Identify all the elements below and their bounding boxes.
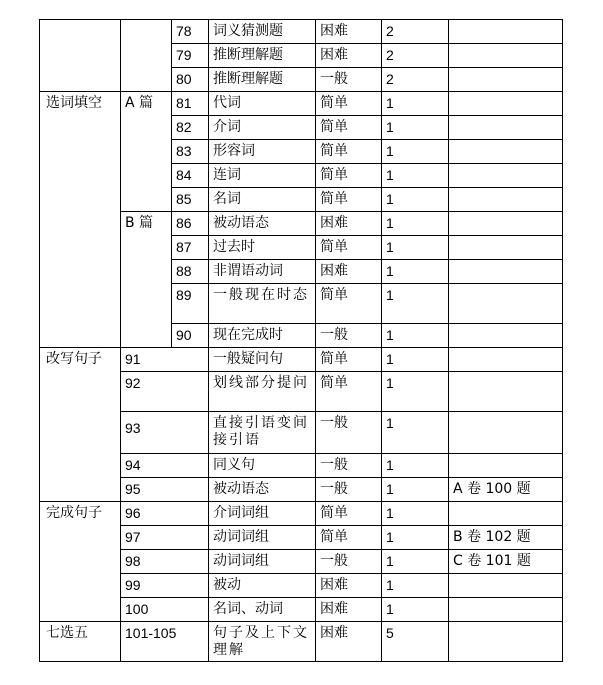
question-number: 90 (172, 324, 209, 348)
score-cell: 1 (382, 502, 449, 526)
topic-cell: 现在完成时 (209, 324, 316, 348)
score-cell: 1 (382, 188, 449, 212)
difficulty-cell: 一般 (316, 478, 382, 502)
topic-cell: 介词词组 (209, 502, 316, 526)
question-number: 99 (121, 574, 209, 598)
difficulty-cell: 简单 (316, 502, 382, 526)
exam-analysis-table (39, 19, 563, 662)
table-row (40, 348, 563, 372)
topic-cell: 一般现在时态 (209, 284, 316, 324)
score-cell: 2 (382, 68, 449, 92)
note-cell (449, 502, 563, 526)
difficulty-cell: 简单 (316, 236, 382, 260)
topic-cell: 动词词组 (209, 550, 316, 574)
note-cell (449, 188, 563, 212)
question-number: 78 (172, 20, 209, 44)
note-cell (449, 372, 563, 412)
score-cell: 1 (382, 164, 449, 188)
note-cell (449, 324, 563, 348)
score-cell: 1 (382, 550, 449, 574)
table-row (40, 20, 563, 44)
note-cell (449, 44, 563, 68)
score-cell: 5 (382, 622, 449, 662)
section-cell (40, 20, 121, 92)
note-cell (449, 454, 563, 478)
question-number: 96 (121, 502, 209, 526)
topic-cell: 连词 (209, 164, 316, 188)
difficulty-cell: 困难 (316, 260, 382, 284)
score-cell: 1 (382, 574, 449, 598)
score-cell: 1 (382, 372, 449, 412)
difficulty-cell: 一般 (316, 412, 382, 454)
note-cell (449, 412, 563, 454)
question-number: 82 (172, 116, 209, 140)
topic-cell: 名词、动词 (209, 598, 316, 622)
score-cell: 1 (382, 236, 449, 260)
question-number: 101-105 (121, 622, 209, 662)
note-cell (449, 574, 563, 598)
score-cell: 1 (382, 92, 449, 116)
difficulty-cell: 一般 (316, 68, 382, 92)
score-cell: 1 (382, 478, 449, 502)
note-cell (449, 598, 563, 622)
question-number: 81 (172, 92, 209, 116)
note-cell (449, 140, 563, 164)
difficulty-cell: 简单 (316, 284, 382, 324)
score-cell: 1 (382, 116, 449, 140)
topic-cell: 一般疑问句 (209, 348, 316, 372)
note-cell: A 卷 100 题 (449, 478, 563, 502)
question-number: 87 (172, 236, 209, 260)
difficulty-cell: 简单 (316, 116, 382, 140)
topic-cell: 名词 (209, 188, 316, 212)
question-number: 85 (172, 188, 209, 212)
question-number: 95 (121, 478, 209, 502)
topic-cell: 被动 (209, 574, 316, 598)
difficulty-cell: 简单 (316, 188, 382, 212)
note-cell (449, 212, 563, 236)
topic-cell: 非谓语动词 (209, 260, 316, 284)
topic-cell: 动词词组 (209, 526, 316, 550)
topic-cell: 词义猜测题 (209, 20, 316, 44)
score-cell: 1 (382, 598, 449, 622)
score-cell: 1 (382, 348, 449, 372)
score-cell: 1 (382, 260, 449, 284)
question-number: 97 (121, 526, 209, 550)
topic-cell: 同义句 (209, 454, 316, 478)
score-cell: 1 (382, 284, 449, 324)
table-row (40, 622, 563, 662)
question-number: 84 (172, 164, 209, 188)
difficulty-cell: 困难 (316, 574, 382, 598)
score-cell: 1 (382, 324, 449, 348)
difficulty-cell: 简单 (316, 164, 382, 188)
topic-cell: 代词 (209, 92, 316, 116)
section-cell: 改写句子 (40, 348, 121, 502)
topic-cell: 划线部分提问 (209, 372, 316, 412)
topic-cell: 直接引语变间接引语 (209, 412, 316, 454)
section-cell: 七选五 (40, 622, 121, 662)
difficulty-cell: 困难 (316, 598, 382, 622)
table-row (40, 92, 563, 116)
passage-cell: A 篇 (121, 92, 172, 212)
question-number: 86 (172, 212, 209, 236)
question-number: 80 (172, 68, 209, 92)
topic-cell: 句子及上下文理解 (209, 622, 316, 662)
question-number: 91 (121, 348, 209, 372)
note-cell: C 卷 101 题 (449, 550, 563, 574)
note-cell (449, 20, 563, 44)
topic-cell: 介词 (209, 116, 316, 140)
question-number: 89 (172, 284, 209, 324)
table-row (40, 502, 563, 526)
difficulty-cell: 一般 (316, 550, 382, 574)
difficulty-cell: 困难 (316, 212, 382, 236)
note-cell: B 卷 102 题 (449, 526, 563, 550)
topic-cell: 形容词 (209, 140, 316, 164)
difficulty-cell: 简单 (316, 140, 382, 164)
question-number: 92 (121, 372, 209, 412)
section-cell: 选词填空 (40, 92, 121, 348)
note-cell (449, 92, 563, 116)
score-cell: 2 (382, 20, 449, 44)
passage-cell (121, 20, 172, 92)
section-cell: 完成句子 (40, 502, 121, 622)
difficulty-cell: 一般 (316, 454, 382, 478)
question-number: 100 (121, 598, 209, 622)
note-cell (449, 260, 563, 284)
difficulty-cell: 简单 (316, 372, 382, 412)
question-number: 79 (172, 44, 209, 68)
score-cell: 1 (382, 412, 449, 454)
score-cell: 1 (382, 526, 449, 550)
difficulty-cell: 困难 (316, 44, 382, 68)
difficulty-cell: 简单 (316, 526, 382, 550)
topic-cell: 推断理解题 (209, 68, 316, 92)
difficulty-cell: 困难 (316, 622, 382, 662)
note-cell (449, 284, 563, 324)
note-cell (449, 164, 563, 188)
note-cell (449, 116, 563, 140)
note-cell (449, 68, 563, 92)
score-cell: 1 (382, 454, 449, 478)
difficulty-cell: 困难 (316, 20, 382, 44)
question-number: 94 (121, 454, 209, 478)
difficulty-cell: 简单 (316, 92, 382, 116)
score-cell: 1 (382, 140, 449, 164)
question-number: 88 (172, 260, 209, 284)
score-cell: 2 (382, 44, 449, 68)
note-cell (449, 622, 563, 662)
topic-cell: 被动语态 (209, 478, 316, 502)
difficulty-cell: 简单 (316, 348, 382, 372)
passage-cell: B 篇 (121, 212, 172, 348)
score-cell: 1 (382, 212, 449, 236)
topic-cell: 推断理解题 (209, 44, 316, 68)
topic-cell: 被动语态 (209, 212, 316, 236)
note-cell (449, 348, 563, 372)
question-number: 98 (121, 550, 209, 574)
question-number: 93 (121, 412, 209, 454)
note-cell (449, 236, 563, 260)
topic-cell: 过去时 (209, 236, 316, 260)
difficulty-cell: 一般 (316, 324, 382, 348)
question-number: 83 (172, 140, 209, 164)
